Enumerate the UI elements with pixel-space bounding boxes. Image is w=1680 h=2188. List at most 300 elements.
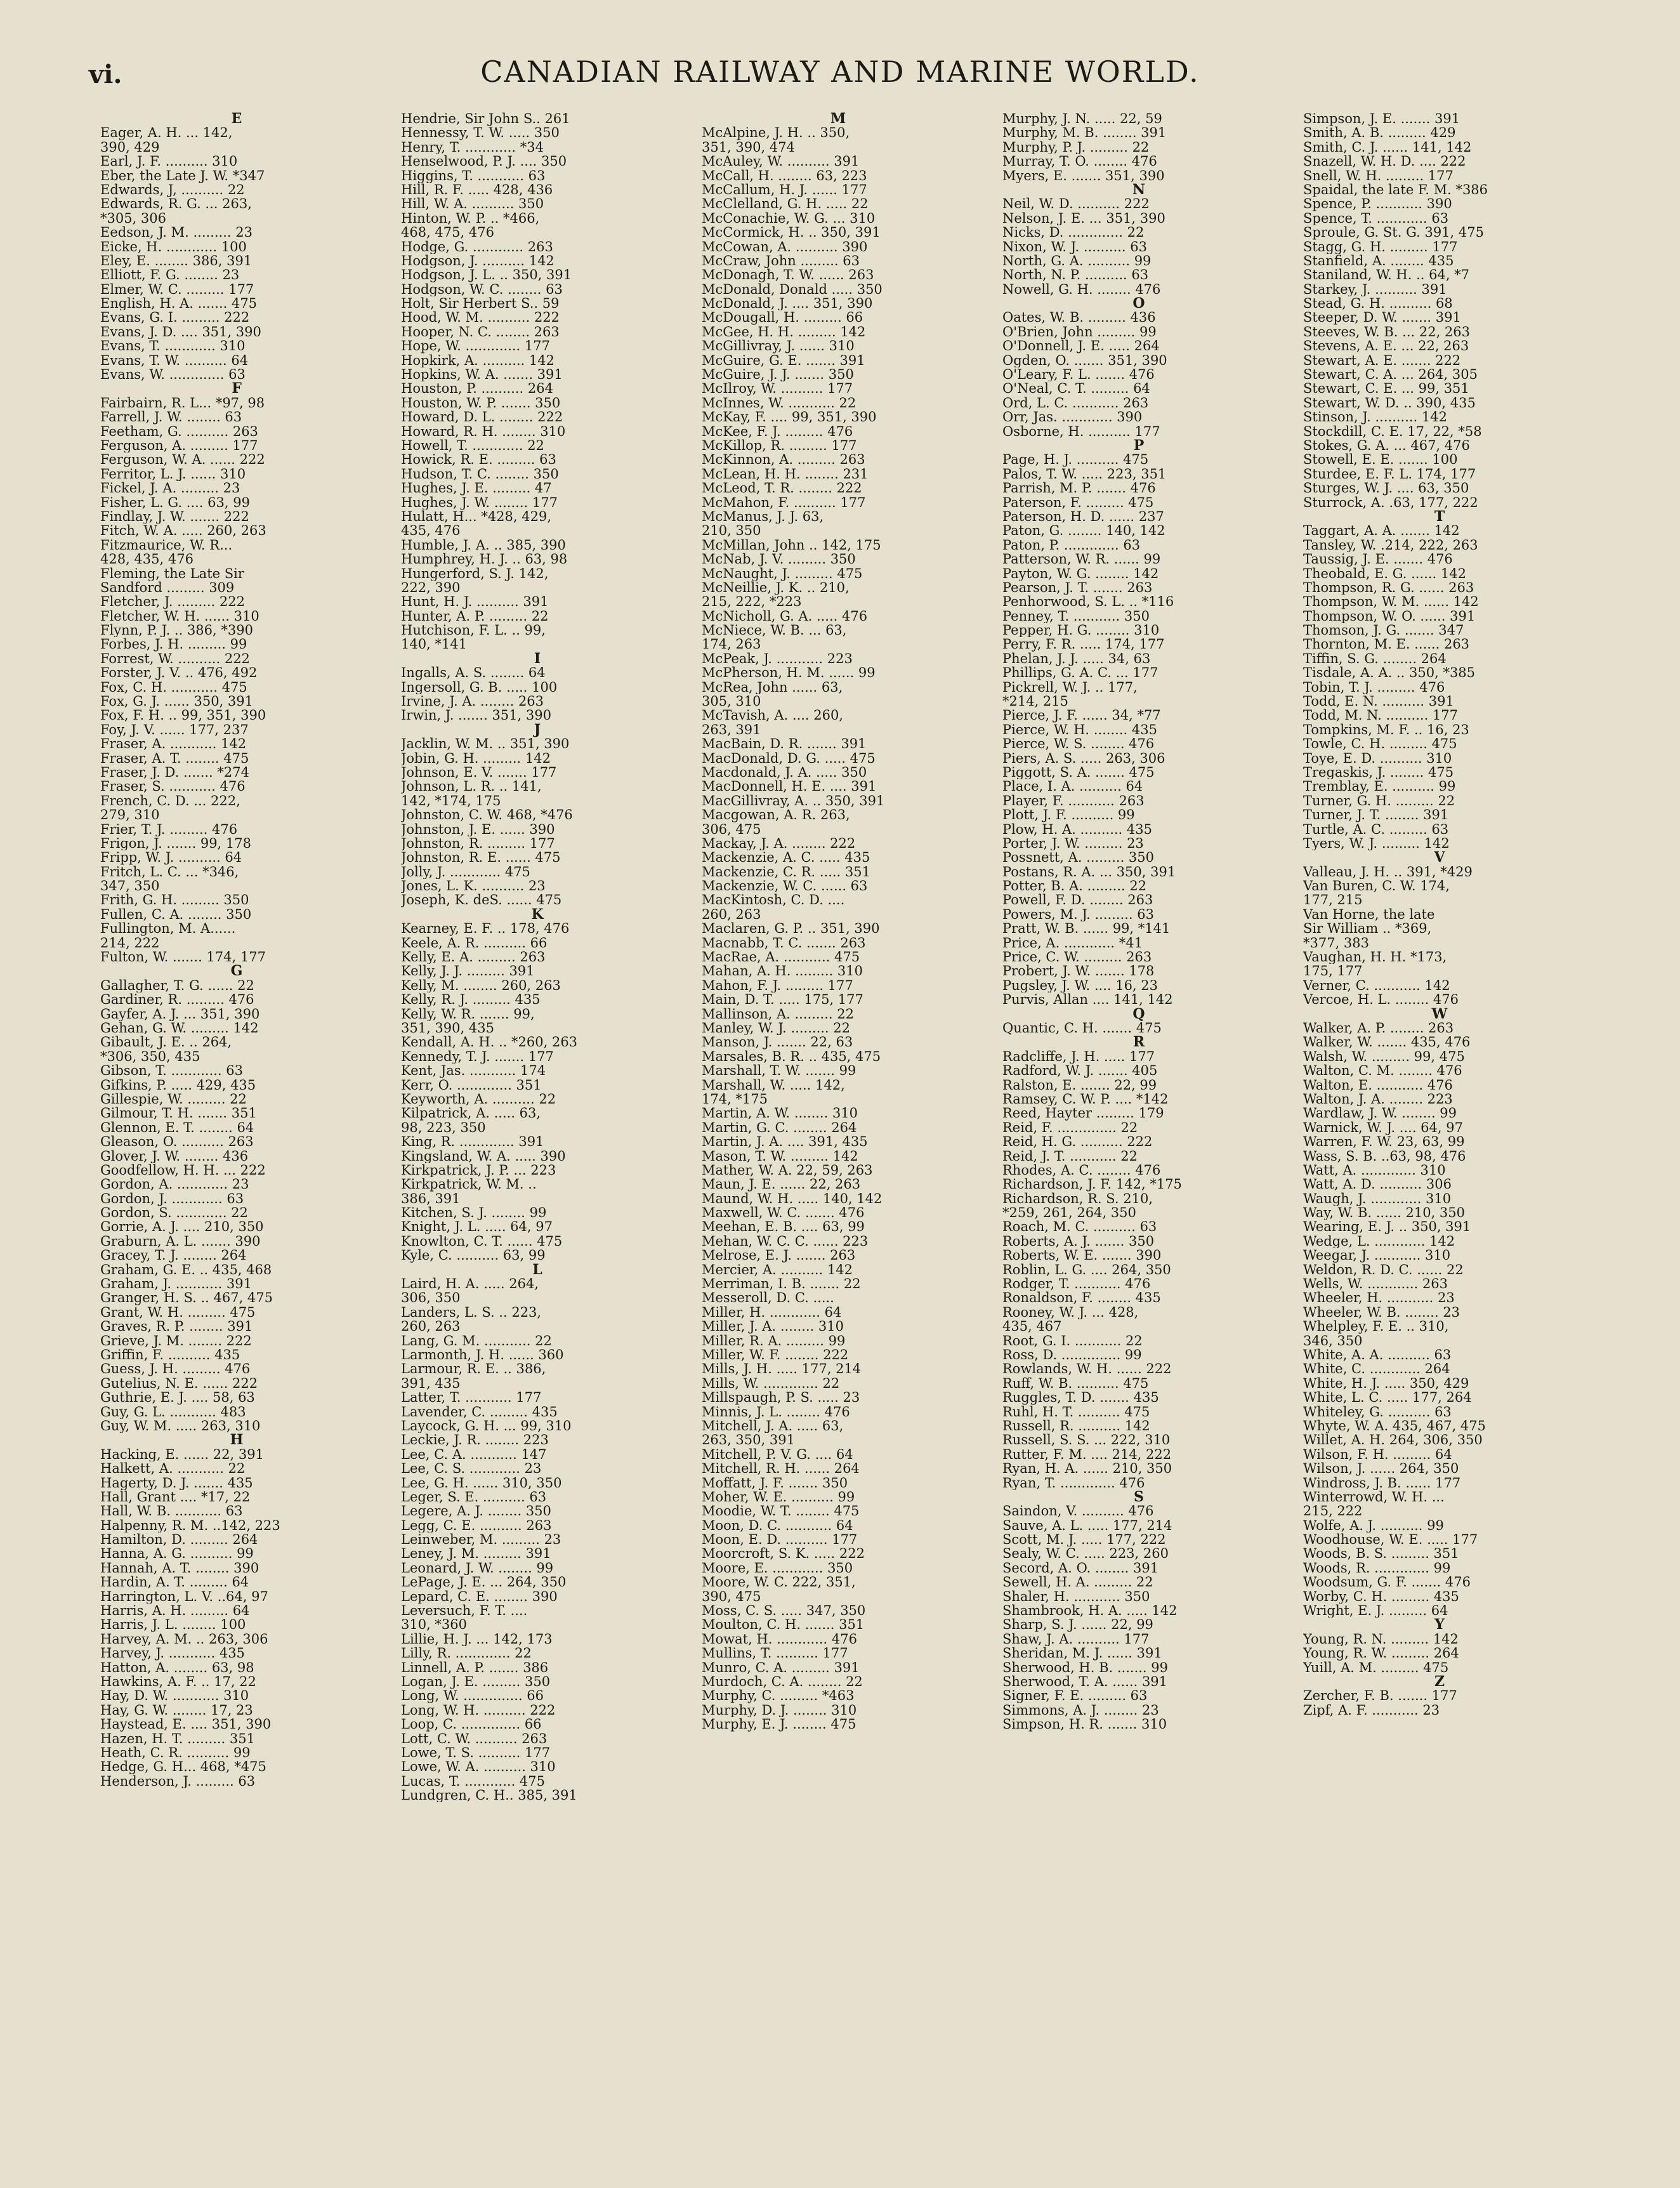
index-entry: LePage, J. E. ... 264, 350 — [401, 1575, 567, 1590]
index-entry: Moore, W. C. 222, 351, — [702, 1575, 856, 1590]
index-column — [100, 112, 401, 2161]
index-entry: Johnston, C. W. 468, *476 — [401, 808, 573, 822]
index-entry: McKay, F. .... 99, 351, 390 — [702, 410, 877, 425]
index-entry: Howard, R. H. ........ 310 — [401, 424, 566, 438]
index-entry: Sturdee, E. F. L. 174, 177 — [1303, 466, 1476, 482]
index-entry: Hedge, G. H... 468, *475 — [100, 1760, 266, 1774]
index-entry: Henselwood, P. J. .... 350 — [401, 154, 567, 169]
index-entry: McDonagh, T. W. ...... 263 — [702, 268, 874, 282]
index-entry: Howick, R. E. ......... 63 — [401, 452, 556, 467]
index-entry: Hudson, T. C. ........ 350 — [401, 466, 559, 482]
index-entry: Kyle, C. .......... 63, 99 — [401, 1248, 546, 1263]
index-entry: Todd, E. N. .......... 391 — [1303, 694, 1454, 709]
index-entry: Steeves, W. B. ... 22, 263 — [1303, 324, 1471, 339]
index-entry: Purvis, Allan .... 141, 142 — [1002, 992, 1173, 1007]
section-letter: I — [534, 650, 541, 667]
index-entry: MacKintosh, C. D. .... — [702, 893, 845, 907]
index-entry: Paton, G. ........ 140, 142 — [1002, 524, 1165, 538]
index-entry: Hunter, A. P. ......... 22 — [401, 609, 549, 624]
index-entry: 210, 350 — [702, 524, 761, 538]
index-entry: Marshall, T. W. ....... 99 — [702, 1064, 856, 1078]
index-entry: Potter, B. A. ......... 22 — [1002, 879, 1147, 893]
index-entry: Rowlands, W. H. ...... 222 — [1002, 1362, 1172, 1376]
index-entry: Wardlaw, J. W. ........ 99 — [1303, 1106, 1457, 1121]
index-entry: McDonald, Donald ..... 350 — [702, 282, 883, 297]
index-entry: McMillan, John .. 142, 175 — [702, 537, 881, 553]
index-entry: Martin, G. C. ........ 264 — [702, 1120, 857, 1135]
index-entry: Martin, J. A. .... 391, 435 — [702, 1135, 868, 1149]
index-entry: Neil, W. D. .......... 222 — [1002, 197, 1150, 211]
index-entry: Sharp, S. J. ...... 22, 99 — [1002, 1618, 1153, 1632]
index-entry: Kent, Jas. ........... 174 — [401, 1064, 546, 1078]
index-entry: Hulatt, H... *428, 429, — [401, 509, 552, 524]
index-entry: Thompson, R. G. ...... 263 — [1303, 580, 1474, 595]
index-entry: Stevens, A. E. ... 22, 263 — [1303, 339, 1469, 353]
index-columns — [100, 112, 1604, 2161]
index-entry: Pierce, W. H. ........ 435 — [1002, 722, 1157, 737]
index-entry: Hall, W. B. ........... 63 — [100, 1504, 243, 1519]
index-entry: Grieve, J. M. ........ 222 — [100, 1333, 252, 1348]
index-entry: Walton, E. ........... 476 — [1303, 1078, 1453, 1092]
index-entry: Roblin, L. G. .... 264, 350 — [1002, 1262, 1171, 1277]
index-entry: 391, 435 — [401, 1376, 461, 1391]
index-entry: Weldon, R. D. C. ...... 22 — [1303, 1262, 1464, 1277]
index-column — [702, 112, 1002, 2161]
index-entry: Ramsey, C. W. P. .... *142 — [1002, 1091, 1169, 1107]
index-entry: Marsales, B. R. .. 435, 475 — [702, 1049, 881, 1064]
index-entry: Kelly, W. R. ....... 99, — [401, 1006, 535, 1021]
index-entry: McManus, J. J. 63, — [702, 509, 824, 524]
index-entry: Mackenzie, A. C. ..... 435 — [702, 850, 870, 865]
index-entry: Way, W. B. ...... 210, 350 — [1303, 1206, 1465, 1220]
index-entry: Ord, L. C. ........... 263 — [1002, 395, 1149, 411]
index-entry: Harris, A. H. ......... 64 — [100, 1604, 250, 1618]
index-entry: Wilson, F. H. ......... 64 — [1303, 1447, 1452, 1462]
index-entry: Fickel, J. A. ......... 23 — [100, 481, 240, 496]
index-entry: 346, 350 — [1303, 1333, 1363, 1348]
index-entry: Gallagher, T. G. ...... 22 — [100, 978, 254, 993]
index-entry: Mackenzie, C. R. ..... 351 — [702, 864, 870, 880]
index-entry: Wheeler, W. B. ........ 23 — [1303, 1305, 1460, 1320]
section-letter: M — [830, 110, 846, 127]
index-entry: Tremblay, E. .......... 99 — [1303, 779, 1456, 794]
index-entry: McGillivray, J. ...... 310 — [702, 339, 855, 353]
index-entry: Wright, E. J. ......... 64 — [1303, 1604, 1448, 1618]
index-entry: Hay, G. W. ........ 17, 23 — [100, 1703, 253, 1718]
index-entry: Leinweber, M. ......... 23 — [401, 1532, 561, 1547]
index-entry: Hungerford, S. J. 142, — [401, 566, 549, 581]
index-entry: 260, 263 — [401, 1319, 461, 1334]
index-entry: 310, *360 — [401, 1618, 468, 1632]
index-entry: Jacklin, W. M. .. 351, 390 — [401, 737, 570, 751]
index-entry: Whelpley, F. E. .. 310, — [1303, 1319, 1449, 1334]
index-entry: Glover, J. W. ........ 436 — [100, 1149, 249, 1163]
index-entry: Wells, W. ............ 263 — [1303, 1277, 1448, 1291]
index-entry: Mercier, A. .......... 142 — [702, 1262, 853, 1277]
index-entry: 468, 475, 476 — [401, 225, 494, 240]
index-entry: Marshall, W. ..... 142, — [702, 1078, 845, 1092]
index-entry: Mullins, T. .......... 177 — [702, 1646, 848, 1661]
index-entry: Houston, P. .......... 264 — [401, 381, 553, 396]
index-entry: Linnell, A. P. ....... 386 — [401, 1660, 549, 1675]
index-entry: Eley, E. ........ 386, 391 — [100, 253, 253, 268]
index-entry: Saindon, V. .......... 476 — [1002, 1504, 1154, 1519]
index-entry: Granger, H. S. .. 467, 475 — [100, 1291, 273, 1305]
index-entry: Gutelius, N. E. ...... 222 — [100, 1376, 258, 1391]
index-entry: Hill, R. F. ..... 428, 436 — [401, 182, 553, 197]
index-entry: Johnston, J. E. ...... 390 — [401, 822, 555, 836]
index-entry: Sauve, A. L. ..... 177, 214 — [1002, 1518, 1172, 1533]
index-entry: McNab, J. V. ......... 350 — [702, 552, 856, 567]
index-entry: Kelly, J. J. ......... 391 — [401, 964, 535, 979]
index-entry: Kelly, E. A. ......... 263 — [401, 950, 546, 965]
index-entry: Sherwood, H. B. ....... 99 — [1002, 1660, 1169, 1675]
index-entry: Russell, S. S. ... 222, 310 — [1002, 1433, 1171, 1447]
index-entry: Murphy, P. J. ......... 22 — [1002, 140, 1150, 155]
index-entry: Ferguson, A. ......... 177 — [100, 438, 258, 453]
index-entry: Fraser, A. ........... 142 — [100, 737, 247, 751]
index-entry: McNiece, W. B. ... 63, — [702, 623, 847, 638]
index-entry: Mahan, A. H. ......... 310 — [702, 964, 863, 979]
index-entry: Foy, J. V. ...... 177, 237 — [100, 722, 249, 737]
index-entry: 215, 222, *223 — [702, 595, 802, 609]
index-entry: Halpenny, R. M. ..142, 223 — [100, 1518, 280, 1533]
index-entry: Holt, Sir Herbert S.. 59 — [401, 296, 560, 311]
index-entry: Fullen, C. A. ........ 350 — [100, 907, 252, 922]
index-entry: Miller, W. F. ........ 222 — [702, 1347, 849, 1362]
index-entry: Toye, E. D. .......... 310 — [1303, 751, 1452, 765]
index-entry: Hooper, N. C. ........ 263 — [401, 324, 560, 339]
index-entry: MacGillivray, A. .. 350, 391 — [702, 793, 885, 808]
index-entry: Place, I. A. .......... 64 — [1002, 779, 1143, 794]
index-entry: Ruhl, H. T. .......... 475 — [1002, 1404, 1150, 1419]
index-entry: McCormick, H. .. 350, 391 — [702, 225, 881, 240]
index-entry: Lowe, T. S. .......... 177 — [401, 1745, 551, 1760]
index-entry: Hagerty, D. J. ....... 435 — [100, 1475, 253, 1490]
index-entry: Miller, R. A. ......... 99 — [702, 1333, 846, 1348]
index-entry: Gordon, S. ............ 22 — [100, 1206, 248, 1220]
index-entry: Pepper, H. G. ........ 310 — [1002, 623, 1160, 638]
index-entry: Piggott, S. A. ....... 475 — [1002, 765, 1155, 780]
index-entry: Mitchell, R. H. ...... 264 — [702, 1461, 860, 1476]
index-entry: Gilmour, T. H. ....... 351 — [100, 1106, 257, 1121]
index-entry: Larmour, R. E. .. 386, — [401, 1362, 546, 1376]
index-entry: Frigon, J. ....... 99, 178 — [100, 836, 251, 851]
index-entry: Harris, J. L. ........ 100 — [100, 1618, 246, 1632]
index-entry: Frith, G. H. ......... 350 — [100, 893, 249, 907]
index-entry: McCraw, John ......... 63 — [702, 253, 860, 268]
index-entry: Simmons, A. J. ........ 23 — [1002, 1703, 1159, 1718]
index-entry: McGuire, G. E. ....... 391 — [702, 353, 865, 368]
index-entry: Radford, W. J. ....... 405 — [1002, 1064, 1158, 1078]
index-entry: Fox, G. J. ...... 350, 391 — [100, 694, 254, 709]
index-entry: Gleason, O. .......... 263 — [100, 1135, 254, 1149]
index-entry: Mills, J. H. ..... 177, 214 — [702, 1362, 862, 1376]
index-entry: Postans, R. A. ... 350, 391 — [1002, 864, 1176, 880]
index-entry: Forbes, J. H. ......... 99 — [100, 637, 247, 652]
index-entry: Merriman, I. B. ....... 22 — [702, 1277, 861, 1291]
index-entry: Tompkins, M. F. .. 16, 23 — [1303, 722, 1469, 737]
index-entry: Main, D. T. ..... 175, 177 — [702, 992, 863, 1007]
index-entry: 428, 435, 476 — [100, 552, 194, 567]
index-entry: Harvey, J. ........... 435 — [100, 1646, 245, 1661]
index-entry: Kitchen, S. J. ........ 99 — [401, 1206, 547, 1220]
index-entry: Pickrell, W. J. .. 177, — [1002, 680, 1138, 695]
index-entry: Tyers, W. J. ......... 142 — [1303, 836, 1450, 851]
index-entry: Elliott, F. G. ........ 23 — [100, 268, 240, 282]
index-entry: 263, 391 — [702, 722, 761, 737]
index-entry: Hinton, W. P. .. *466, — [401, 211, 540, 226]
index-entry: Wedge, L. ............ 142 — [1303, 1234, 1455, 1249]
index-entry: Paterson, H. D. ...... 237 — [1002, 509, 1164, 524]
index-entry: Heath, C. R. .......... 99 — [100, 1745, 251, 1760]
index-entry: Tiffin, S. G. ........ 264 — [1303, 651, 1447, 666]
index-entry: Osborne, H. .......... 177 — [1002, 424, 1160, 438]
index-entry: Fraser, J. D. ....... *274 — [100, 765, 249, 780]
index-entry: Shaler, H. ........... 350 — [1002, 1589, 1150, 1604]
index-entry: Rooney, W. J. ... 428, — [1002, 1305, 1139, 1320]
index-entry: Walton, C. M. ........ 476 — [1303, 1064, 1462, 1078]
section-letter: W — [1431, 1005, 1448, 1022]
index-entry: Sir William .. *369, — [1303, 921, 1432, 936]
index-entry: McIlroy, W. .......... 177 — [702, 381, 853, 396]
index-entry: Legg, C. E. .......... 263 — [401, 1518, 552, 1533]
index-entry: Sproule, G. St. G. 391, 475 — [1303, 225, 1484, 240]
index-entry: Rhodes, A. C. ........ 476 — [1002, 1163, 1161, 1178]
index-entry: Tisdale, A. A. .. 350, *385 — [1303, 666, 1476, 680]
index-entry: Smith, A. B. ......... 429 — [1303, 126, 1456, 140]
index-entry: Stanfield, A. ........ 435 — [1303, 253, 1454, 268]
index-entry: Ingalls, A. S. ........ 64 — [401, 666, 546, 680]
index-entry: Evans, W. ............. 63 — [100, 367, 246, 382]
index-entry: 174, 263 — [702, 637, 761, 652]
index-entry: Melrose, E. J. ....... 263 — [702, 1248, 856, 1263]
index-entry: McCowan, A. .......... 390 — [702, 239, 868, 254]
index-entry: Lilly, R. ............. 22 — [401, 1646, 532, 1661]
index-entry: Stewart, C. A. ... 264, 305 — [1303, 367, 1478, 382]
index-entry: *259, 261, 264, 350 — [1002, 1206, 1136, 1220]
index-entry: Turtle, A. C. ......... 63 — [1303, 822, 1449, 836]
index-entry: Phillips, G. A. C. ... 177 — [1002, 666, 1158, 680]
index-entry: Griffin, F. .......... 435 — [100, 1347, 240, 1362]
index-entry: Murphy, D. J. ........ 310 — [702, 1703, 857, 1718]
index-entry: Powell, F. D. ........ 263 — [1002, 893, 1153, 907]
index-entry: Frier, T. J. ......... 476 — [100, 822, 238, 836]
index-entry: Shambrook, H. A. ..... 142 — [1002, 1604, 1178, 1618]
index-entry: Ruggles, T. D. ....... 435 — [1002, 1390, 1159, 1405]
index-entry: Moulton, C. H. ....... 351 — [702, 1618, 865, 1632]
index-entry: Tregaskis, J. ........ 475 — [1303, 765, 1454, 780]
index-entry: Howard, D. L. ........ 222 — [401, 410, 563, 425]
index-entry: McMahon, F. .......... 177 — [702, 495, 866, 510]
index-entry: Minnis, J. L. ........ 476 — [702, 1404, 850, 1419]
index-entry: North, G. A. .......... 99 — [1002, 253, 1152, 268]
index-entry: Pugsley, J. W. .... 16, 23 — [1002, 978, 1158, 993]
index-entry: Zercher, F. B. ....... 177 — [1303, 1689, 1457, 1703]
index-entry: Guy, G. L. ........... 483 — [100, 1404, 246, 1419]
index-entry: Evans, J. D. .... 351, 390 — [100, 324, 261, 339]
index-entry: Glennon, E. T. ........ 64 — [100, 1120, 254, 1135]
index-entry: Jobin, G. H. ......... 142 — [401, 751, 551, 765]
index-entry: Phelan, J. J. ..... 34, 63 — [1002, 651, 1151, 666]
index-entry: Macnabb, T. C. ....... 263 — [702, 935, 866, 951]
section-letter: S — [1134, 1488, 1144, 1505]
index-entry: Guthrie, E. J. .... 58, 63 — [100, 1390, 255, 1405]
index-entry: Whiteley, G. .......... 63 — [1303, 1404, 1452, 1419]
index-entry: Hodge, G. ............ 263 — [401, 239, 553, 254]
index-entry: Spence, P. ........... 390 — [1303, 197, 1452, 211]
index-entry: Hendrie, Sir John S.. 261 — [401, 112, 570, 126]
index-entry: Walton, J. A. ........ 223 — [1303, 1091, 1453, 1107]
index-entry: Knight, J. L. ..... 64, 97 — [401, 1220, 553, 1234]
index-entry: Fox, C. H. ........... 475 — [100, 680, 247, 695]
index-entry: Landers, L. S. .. 223, — [401, 1305, 542, 1320]
index-entry: Spence, T. ............ 63 — [1303, 211, 1449, 226]
index-entry: *377, 383 — [1303, 935, 1370, 951]
index-entry: Stockdill, C. E. 17, 22, *58 — [1303, 424, 1482, 438]
index-entry: Hill, W. A. .......... 350 — [401, 197, 544, 211]
index-entry: Jolly, J. ............ 475 — [401, 864, 530, 880]
index-entry: 175, 177 — [1303, 964, 1363, 979]
index-entry: Wilson, J. ...... 264, 350 — [1303, 1461, 1459, 1476]
index-entry: Jones, L. K. .......... 23 — [401, 879, 546, 893]
index-entry: Graham, G. E. .. 435, 468 — [100, 1262, 272, 1277]
index-entry: Leckie, J. R. ........ 223 — [401, 1433, 549, 1447]
index-entry: O'Leary, F. L. ....... 476 — [1002, 367, 1155, 382]
index-entry: *306, 350, 435 — [100, 1049, 200, 1064]
index-entry: *305, 306 — [100, 211, 167, 226]
index-entry: Thompson, W. M. ...... 142 — [1303, 595, 1479, 609]
index-entry: Moon, D. C. ........... 64 — [702, 1518, 853, 1533]
index-entry: Harvey, A. M. .. 263, 306 — [100, 1631, 268, 1647]
index-entry: Johnston, R. E. ...... 475 — [401, 850, 561, 865]
index-entry: Radcliffe, J. H. ..... 177 — [1002, 1049, 1155, 1064]
index-entry: Reid, H. G. .......... 222 — [1002, 1135, 1153, 1149]
index-entry: *214, 215 — [1002, 694, 1069, 709]
index-entry: Mason, T. W. ......... 142 — [702, 1149, 858, 1163]
index-entry: Guy, W. M. ..... 263, 310 — [100, 1418, 261, 1433]
index-entry: Plow, H. A. .......... 435 — [1002, 822, 1153, 836]
index-entry: Hamilton, D. ......... 264 — [100, 1532, 258, 1547]
index-entry: Sherwood, T. A. ...... 391 — [1002, 1674, 1168, 1689]
index-entry: Rutter, F. M. .... 214, 222 — [1002, 1447, 1172, 1462]
index-entry: Steeper, D. W. ....... 391 — [1303, 310, 1461, 325]
index-entry: Mackenzie, W. C. ...... 63 — [702, 879, 868, 893]
index-entry: Mahon, F. J. ......... 177 — [702, 978, 853, 993]
index-entry: Fraser, A. T. ........ 475 — [100, 751, 249, 765]
index-entry: Hardin, A. T. ......... 64 — [100, 1575, 249, 1590]
index-entry: Guess, J. H. ......... 476 — [100, 1362, 251, 1376]
index-entry: McDougall, H. ......... 66 — [702, 310, 863, 325]
index-entry: Lepard, C. E. ........ 390 — [401, 1589, 558, 1604]
index-entry: 435, 476 — [401, 524, 461, 538]
index-entry: Graburn, A. L. ....... 390 — [100, 1234, 261, 1249]
index-entry: Walker, A. P. ........ 263 — [1303, 1021, 1454, 1036]
index-entry: Higgins, T. ........... 63 — [401, 168, 546, 183]
index-entry: Hopkins, W. A. ....... 391 — [401, 367, 563, 382]
index-entry: White, L. C. ..... 177, 264 — [1303, 1390, 1472, 1405]
index-entry: Hennessy, T. W. ..... 350 — [401, 126, 560, 140]
index-entry: McPherson, H. M. ...... 99 — [702, 666, 876, 680]
index-entry: Larmonth, J. H. ...... 360 — [401, 1347, 564, 1362]
section-letter: K — [531, 906, 544, 923]
index-entry: Wolfe, A. J. .......... 99 — [1303, 1518, 1444, 1533]
index-entry: MacRae, A. ........... 475 — [702, 950, 860, 965]
index-entry: 260, 263 — [702, 907, 761, 922]
index-entry: Zipf, A. F. ........... 23 — [1303, 1703, 1440, 1718]
index-entry: Sewell, H. A. ......... 22 — [1002, 1575, 1153, 1590]
index-entry: Mallinson, A. ......... 22 — [702, 1006, 854, 1021]
index-entry: Warnick, W. J. .... 64, 97 — [1303, 1120, 1463, 1135]
section-letter: V — [1434, 849, 1445, 866]
index-entry: Maxwell, W. C. ....... 476 — [702, 1206, 865, 1220]
index-entry: Graham, J. ........... 391 — [100, 1277, 252, 1291]
index-entry: Findlay, J. W. ....... 222 — [100, 509, 249, 524]
index-entry: Lillie, H. J. ... 142, 173 — [401, 1631, 553, 1647]
index-entry: Sheridan, M. J. ...... 391 — [1002, 1646, 1162, 1661]
index-entry: Evans, T. ............ 310 — [100, 339, 246, 353]
index-entry: Gehan, G. W. ......... 142 — [100, 1021, 259, 1036]
index-entry: Meehan, E. B. .... 63, 99 — [702, 1220, 865, 1234]
index-entry: Palos, T. W. ..... 223, 351 — [1002, 466, 1167, 482]
index-entry: Maclaren, G. P. .. 351, 390 — [702, 921, 880, 936]
index-entry: McClelland, G. H. ..... 22 — [702, 197, 869, 211]
index-entry: 214, 222 — [100, 935, 160, 951]
index-entry: Moher, W. E. .......... 99 — [702, 1489, 855, 1505]
index-entry: McCall, H. ........ 63, 223 — [702, 168, 867, 183]
index-entry: Mehan, W. C. C. ...... 223 — [702, 1234, 869, 1249]
index-entry: Mackay, J. A. ........ 222 — [702, 836, 856, 851]
index-entry: Wearing, E. J. .. 350, 391 — [1303, 1220, 1471, 1234]
index-entry: Starkey, J. .......... 391 — [1303, 282, 1447, 297]
index-entry: Reid, J. T. ........... 22 — [1002, 1149, 1138, 1163]
index-entry: Lott, C. W. .......... 263 — [401, 1731, 548, 1746]
section-letter: G — [230, 963, 243, 980]
index-entry: Gordon, J. ............ 63 — [100, 1191, 244, 1206]
index-entry: Walker, W. ....... 435, 476 — [1303, 1035, 1471, 1050]
index-entry: McKee, F. J. ......... 476 — [702, 424, 853, 438]
index-entry: Knowlton, C. T. ...... 475 — [401, 1234, 563, 1249]
index-entry: Patterson, W. R. ...... 99 — [1002, 552, 1161, 567]
index-entry: Sandford ......... 309 — [100, 580, 235, 595]
index-entry: McConachie, W. G. ... 310 — [702, 211, 876, 226]
index-entry: Secord, A. O. ........ 391 — [1002, 1560, 1159, 1576]
index-entry: Lee, C. S. ............ 23 — [401, 1461, 542, 1476]
index-entry: McNicholl, G. A. ..... 476 — [702, 609, 868, 624]
index-entry: Stokes, G. A. ... 467, 476 — [1303, 438, 1470, 453]
index-entry: Snell, W. H. ......... 177 — [1303, 168, 1454, 183]
index-entry: Spaidal, the late F. M. *386 — [1303, 182, 1488, 197]
section-letter: T — [1434, 508, 1445, 525]
index-entry: Thomson, J. G. ....... 347 — [1303, 623, 1464, 638]
index-entry: Turner, G. H. ......... 22 — [1303, 793, 1455, 808]
index-entry: Price, C. W. ......... 263 — [1002, 950, 1152, 965]
index-entry: Mitchell, J. A. ..... 63, — [702, 1418, 844, 1433]
index-entry: Hunt, H. J. .......... 391 — [401, 595, 549, 609]
index-entry: Kirkpatrick, J. P. ... 223 — [401, 1163, 556, 1178]
index-entry: Towle, C. H. ......... 475 — [1303, 737, 1457, 751]
section-letter: E — [231, 110, 242, 127]
index-entry: Hodgson, J. L. .. 350, 391 — [401, 268, 572, 282]
page-number: vi. — [89, 60, 122, 89]
index-entry: Ruff, W. B. .......... 475 — [1002, 1376, 1149, 1391]
index-entry: Ryan, T. ............. 476 — [1002, 1475, 1145, 1490]
index-entry: Murphy, C. ......... *463 — [702, 1689, 855, 1703]
index-entry: Lundgren, C. H.. 385, 391 — [401, 1788, 577, 1803]
index-entry: French, C. D. ... 222, — [100, 793, 240, 808]
index-entry: McRea, John ...... 63, — [702, 680, 843, 695]
index-entry: Houston, W. P. ....... 350 — [401, 395, 561, 411]
